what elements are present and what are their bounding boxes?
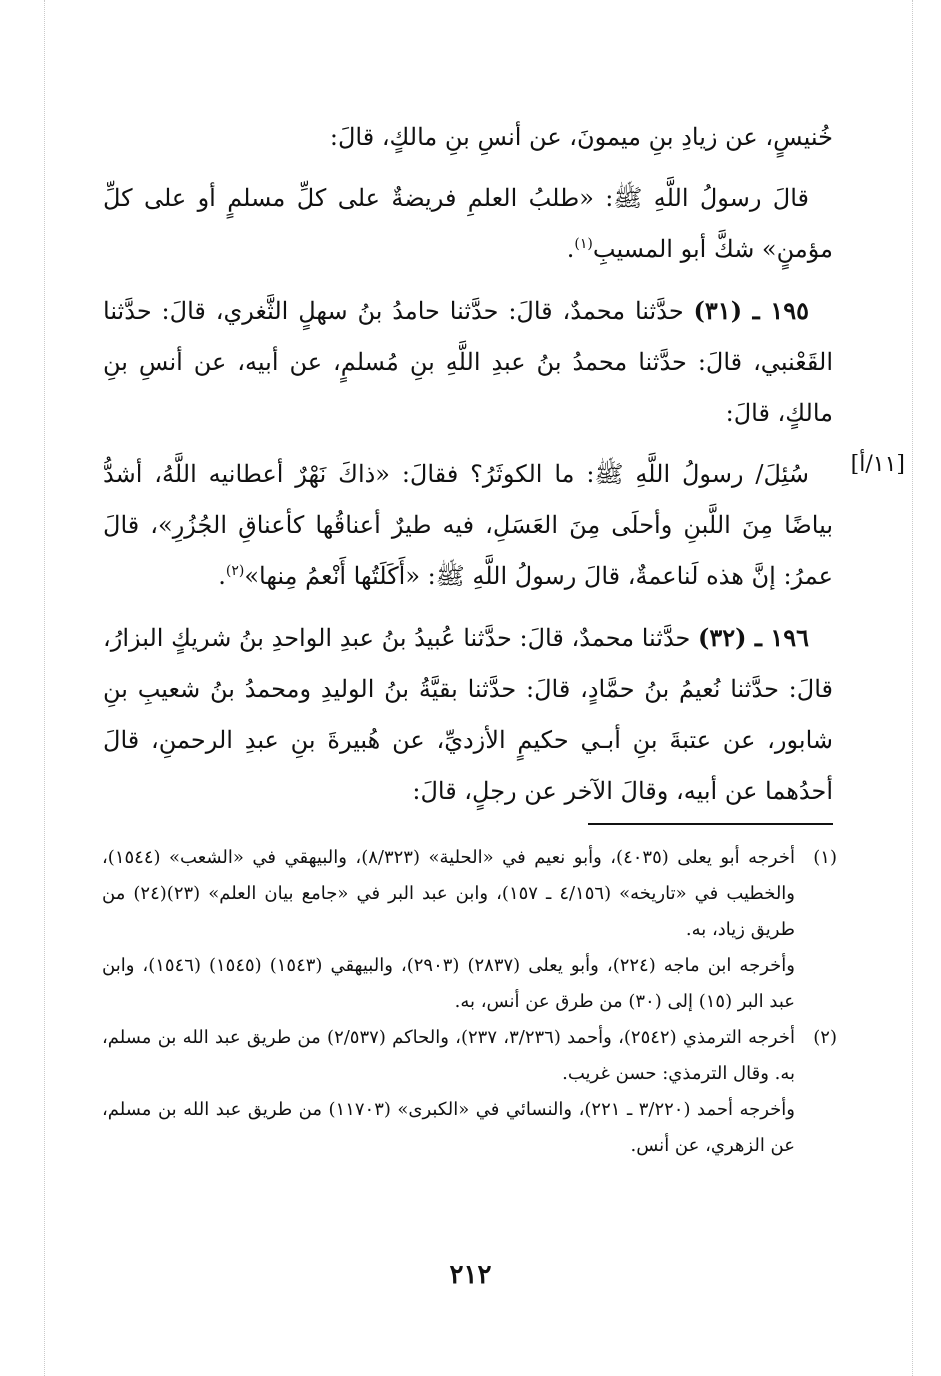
- chain-text: حدَّثنا محمدٌ، قالَ: حدَّثنا حامدُ بنُ سهلٍ الثَّغري، قالَ: حدَّثنا القَعْنبي، قالَ: حدَّثنا محمدُ بنُ عبدِ اللَّهِ بنِ مُسلمٍ، عن أبيه، عن أنسِ بنِ مالكٍ، قالَ:: [103, 297, 833, 427]
- chain-text: خُنيسٍ، عن زيادِ بنِ ميمونَ، عن أنسِ بنِ مالكٍ، قالَ:: [329, 123, 833, 151]
- main-text: [103, 112, 833, 827]
- page-number: ٢١٢: [449, 1260, 492, 1290]
- footnotes: [102, 840, 837, 1164]
- footnote-body: [102, 840, 795, 1020]
- paragraph-hadith-196-chain: [103, 612, 833, 817]
- hadith-text: سُئِلَ/ رسولُ اللَّهِ ﷺ: ما الكوثَرُ؟ فقالَ: «ذاكَ نَهْرٌ أعطانيه اللَّهُ، أشدُّ بياضًا مِنَ اللَّبنِ وأحلَى مِنَ العَسَلِ، فيه طيرٌ أعناقُها كأعناقِ الجُزُرِ»، قالَ عمرُ: إنَّ هذه لَناعمةٌ، قالَ رسولُ اللَّهِ ﷺ: «أَكَلَتُها أَنْعمُ مِنها»: [103, 460, 833, 590]
- footnote-ref-2[interactable]: (٢): [225, 563, 245, 579]
- footnote-paragraph: أخرجه الترمذي (٢٥٤٢)، وأحمد (٣/٢٣٦، ٢٣٧)، والحاكم (٢/٥٣٧) من طريق عبد الله بن مسلم، به. وقال الترمذي: حسن غريب.: [102, 1027, 795, 1084]
- footnote-number: (٢): [813, 1027, 837, 1048]
- footnote-1: [102, 840, 837, 1020]
- footnote-body: [102, 1020, 795, 1164]
- footnote-paragraph: وأخرجه ابن ماجه (٢٢٤)، وأبو يعلى (٢٨٣٧) (٢٩٠٣)، والبيهقي (١٥٤٣) (١٥٤٥) (١٥٤٦)، وابن عبد البر (١٥) إلى (٣٠) من طرق عن أنس، به.: [102, 955, 795, 1012]
- hadith-number-195: ١٩٥ ـ (٣١): [693, 296, 809, 325]
- paragraph-chain-end: [103, 112, 833, 163]
- chain-text: حدَّثنا محمدٌ، قالَ: حدَّثنا عُبيدُ بنُ عبدِ الواحدِ بنُ شريكٍ البزارُ، قالَ: حدَّثنا نُعيمُ بنُ حمَّادٍ، قالَ: حدَّثنا بقيَّةُ بنُ الوليدِ ومحمدُ بنُ شعيبِ بنِ شابور، عن عتبةَ بنِ أبـي حكيمٍ الأزديِّ، عن هُبيرةَ بنِ عبدِ الرحمنِ، قالَ أحدُهما عن أبيه، وقالَ الآخر عن رجلٍ، قالَ:: [103, 624, 833, 805]
- footnote-number: (١): [813, 847, 837, 868]
- footnote-ref-1[interactable]: (١): [574, 236, 593, 252]
- footnote-divider: [588, 823, 833, 825]
- paragraph-hadith-194: قالَ رسولُ اللَّهِ ﷺ: «طلبُ العلمِ فريضةٌ على كلِّ مسلمٍ أو على كلِّ مؤمنٍ» شكَّ أبو المسيبِ$^{(١)}$.: [103, 184, 833, 263]
- scan-edge-right: [912, 0, 913, 1376]
- manuscript-folio-ref: [١١/أ]: [850, 452, 905, 477]
- hadith-text: قالَ رسولُ اللَّهِ ﷺ: «طلبُ العلمِ فريضةٌ على كلِّ مسلمٍ أو على كلِّ مؤمنٍ» شكَّ أبو المسيبِ: [103, 184, 833, 263]
- footnote-paragraph: وأخرجه أحمد (٣/٢٢٠ ـ ٢٢١)، والنسائي في «الكبرى» (١١٧٠٣) من طريق عبد الله بن مسلم، عن الزهري، عن أنس.: [102, 1099, 796, 1156]
- paragraph-hadith-195-chain: [103, 285, 833, 439]
- scan-edge-left: [44, 0, 45, 1376]
- hadith-number-196: ١٩٦ ـ (٣٢): [698, 623, 809, 652]
- footnote-paragraph: أخرجه أبو يعلى (٤٠٣٥)، وأبو نعيم في «الحلية» (٨/٣٢٣)، والبيهقي في «الشعب» (١٥٤٤)، والخطيب في «تاريخه» (٤/١٥٦ ـ ١٥٧)، وابن عبد البر في «جامع بيان العلم» (٢٣)(٢٤) من طريق زياد، به.: [102, 847, 795, 940]
- paragraph-hadith-195-matn: سُئِلَ/ رسولُ اللَّهِ ﷺ: ما الكوثَرُ؟ فقالَ: «ذاكَ نَهْرٌ أعطانيه اللَّهُ، أشدُّ بياضًا مِنَ اللَّبنِ وأحلَى مِنَ العَسَلِ، فيه طيرٌ أعناقُها كأعناقِ الجُزُرِ»، قالَ عمرُ: إنَّ هذه لَناعمةٌ، قالَ رسولُ اللَّهِ ﷺ: «أَكَلَتُها أَنْعمُ مِنها»$^{(٢)}$.: [103, 460, 833, 590]
- footnote-2: [102, 1020, 837, 1164]
